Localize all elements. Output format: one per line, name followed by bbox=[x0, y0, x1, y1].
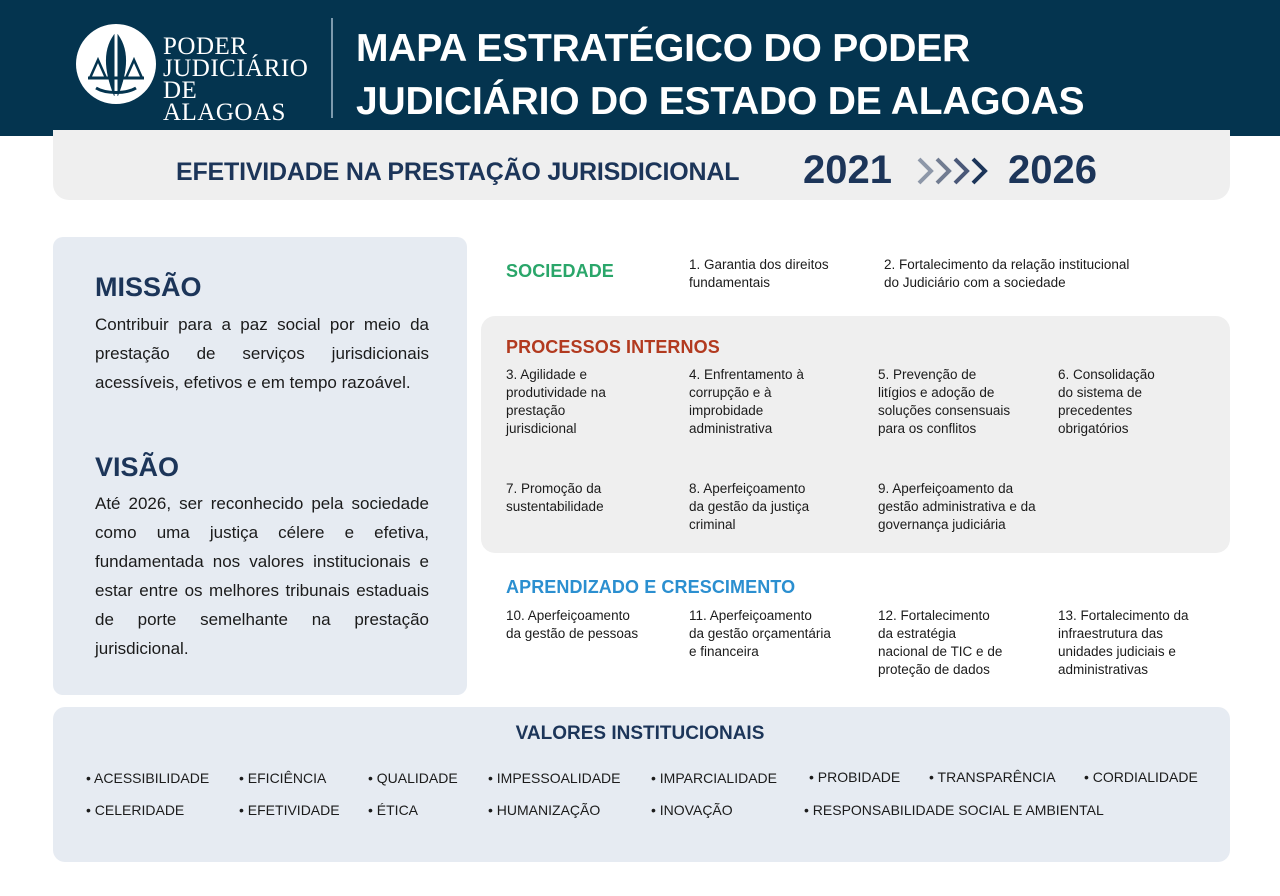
objective-line: corrupção e à bbox=[689, 385, 772, 400]
objective-12 bbox=[878, 607, 1002, 679]
objective-line: gestão administrativa e da bbox=[878, 499, 1036, 514]
objective-line: sustentabilidade bbox=[506, 499, 604, 514]
objective-line: infraestrutura das bbox=[1058, 626, 1164, 641]
perspective-sociedade: SOCIEDADE bbox=[506, 261, 614, 281]
objective-10 bbox=[506, 607, 638, 643]
header-divider bbox=[331, 18, 333, 118]
objective-4 bbox=[689, 366, 804, 438]
objective-line: 8. Aperfeiçoamento bbox=[689, 481, 806, 496]
objective-line: soluções consensuais bbox=[878, 403, 1011, 418]
value-item: • HUMANIZAÇÃO bbox=[488, 802, 600, 818]
logo-wordmark bbox=[163, 33, 323, 126]
page-title bbox=[356, 22, 1256, 128]
objective-9 bbox=[878, 480, 1036, 534]
objective-7 bbox=[506, 480, 604, 516]
objective-line: da gestão da justiça bbox=[689, 499, 810, 514]
objective-line: 12. Fortalecimento bbox=[878, 608, 990, 623]
objective-2 bbox=[884, 256, 1129, 292]
value-item: • ACESSIBILIDADE bbox=[86, 770, 209, 786]
missao-text: Contribuir para a paz social por meio da prestação de serviços jurisdicionais acessíveis, efetivos e em tempo razoável. bbox=[95, 315, 429, 392]
objective-line: da gestão de pessoas bbox=[506, 626, 639, 641]
objective-line: para os conflitos bbox=[878, 421, 977, 436]
objective-6 bbox=[1058, 366, 1155, 438]
perspective-processos-internos: PROCESSOS INTERNOS bbox=[506, 337, 720, 357]
perspective-aprendizado: APRENDIZADO E CRESCIMENTO bbox=[506, 577, 796, 597]
objective-line: 7. Promoção da bbox=[506, 481, 602, 496]
objective-line: 1. Garantia dos direitos bbox=[689, 257, 829, 272]
value-item: • TRANSPARÊNCIA bbox=[929, 769, 1056, 785]
objective-line: 6. Consolidação bbox=[1058, 367, 1155, 382]
objective-line: precedentes bbox=[1058, 403, 1133, 418]
objective-line: nacional de TIC e de bbox=[878, 644, 1003, 659]
logo-line: DE ALAGOAS bbox=[163, 77, 286, 126]
value-item: • CORDIALIDADE bbox=[1084, 769, 1198, 785]
objective-line: do Judiciário com a sociedade bbox=[884, 275, 1066, 290]
logo-line: JUDICIÁRIO bbox=[163, 55, 309, 82]
value-item: • EFETIVIDADE bbox=[239, 802, 340, 818]
visao-title: VISÃO bbox=[95, 452, 180, 482]
page-title-line: MAPA ESTRATÉGICO DO PODER bbox=[356, 27, 970, 70]
objective-line: governança judiciária bbox=[878, 517, 1006, 532]
value-item: • IMPARCIALIDADE bbox=[651, 770, 777, 786]
missao-title: MISSÃO bbox=[95, 272, 202, 302]
objective-line: obrigatórios bbox=[1058, 421, 1129, 436]
objective-3 bbox=[506, 366, 606, 438]
objective-line: litígios e adoção de bbox=[878, 385, 995, 400]
objective-line: criminal bbox=[689, 517, 736, 532]
value-item: • QUALIDADE bbox=[368, 770, 458, 786]
band-subtitle: EFETIVIDADE NA PRESTAÇÃO JURISDICIONAL bbox=[176, 158, 740, 186]
values-title: VALORES INSTITUCIONAIS bbox=[515, 723, 765, 744]
value-item: • IMPESSOALIDADE bbox=[488, 770, 621, 786]
objective-line: 13. Fortalecimento da bbox=[1058, 608, 1189, 623]
objective-line: 9. Aperfeiçoamento da bbox=[878, 481, 1014, 496]
objective-1 bbox=[689, 256, 829, 292]
objective-line: 11. Aperfeiçoamento bbox=[689, 608, 812, 623]
objective-line: proteção de dados bbox=[878, 662, 990, 677]
objective-line: do sistema de bbox=[1058, 385, 1143, 400]
objective-line: administrativa bbox=[689, 421, 773, 436]
objective-line: da gestão orçamentária bbox=[689, 626, 831, 641]
objective-line: da estratégia bbox=[878, 626, 957, 641]
objective-8 bbox=[689, 480, 809, 534]
value-item: • PROBIDADE bbox=[809, 769, 900, 785]
objective-line: 10. Aperfeiçoamento bbox=[506, 608, 630, 623]
objective-13 bbox=[1058, 607, 1189, 679]
objective-5 bbox=[878, 366, 1010, 438]
value-item: • INOVAÇÃO bbox=[651, 802, 733, 818]
objective-line: prestação bbox=[506, 403, 566, 418]
page-title-line: JUDICIÁRIO DO ESTADO DE ALAGOAS bbox=[356, 80, 1085, 123]
objective-line: 2. Fortalecimento da relação institucional bbox=[884, 257, 1130, 272]
year-end: 2026 bbox=[1008, 148, 1097, 192]
tribunal-logo-icon bbox=[74, 22, 158, 106]
objective-line: unidades judiciais e bbox=[1058, 644, 1176, 659]
value-item: • CELERIDADE bbox=[86, 802, 184, 818]
objective-line: jurisdicional bbox=[506, 421, 577, 436]
objective-line: 5. Prevenção de bbox=[878, 367, 977, 382]
objective-line: fundamentais bbox=[689, 275, 771, 290]
objective-line: 3. Agilidade e bbox=[506, 367, 588, 382]
value-item: • RESPONSABILIDADE SOCIAL E AMBIENTAL bbox=[804, 802, 1104, 818]
objective-line: administrativas bbox=[1058, 662, 1149, 677]
value-item: • ÉTICA bbox=[368, 802, 418, 818]
year-start: 2021 bbox=[803, 148, 892, 192]
objective-11 bbox=[689, 607, 831, 661]
visao-text: Até 2026, ser reconhecido pela sociedade como uma justiça célere e efetiva, fundamentada nos valores institucionais e estar entre os melhores tribunais estaduais de porte semelhante na prestação jurisdicional. bbox=[95, 494, 429, 658]
objective-line: produtividade na bbox=[506, 385, 606, 400]
chevrons-right-icon bbox=[916, 155, 994, 187]
objective-line: e financeira bbox=[689, 644, 759, 659]
value-item: • EFICIÊNCIA bbox=[239, 770, 326, 786]
objective-line: 4. Enfrentamento à bbox=[689, 367, 804, 382]
objective-line: improbidade bbox=[689, 403, 764, 418]
logo-line: PODER bbox=[163, 33, 248, 60]
